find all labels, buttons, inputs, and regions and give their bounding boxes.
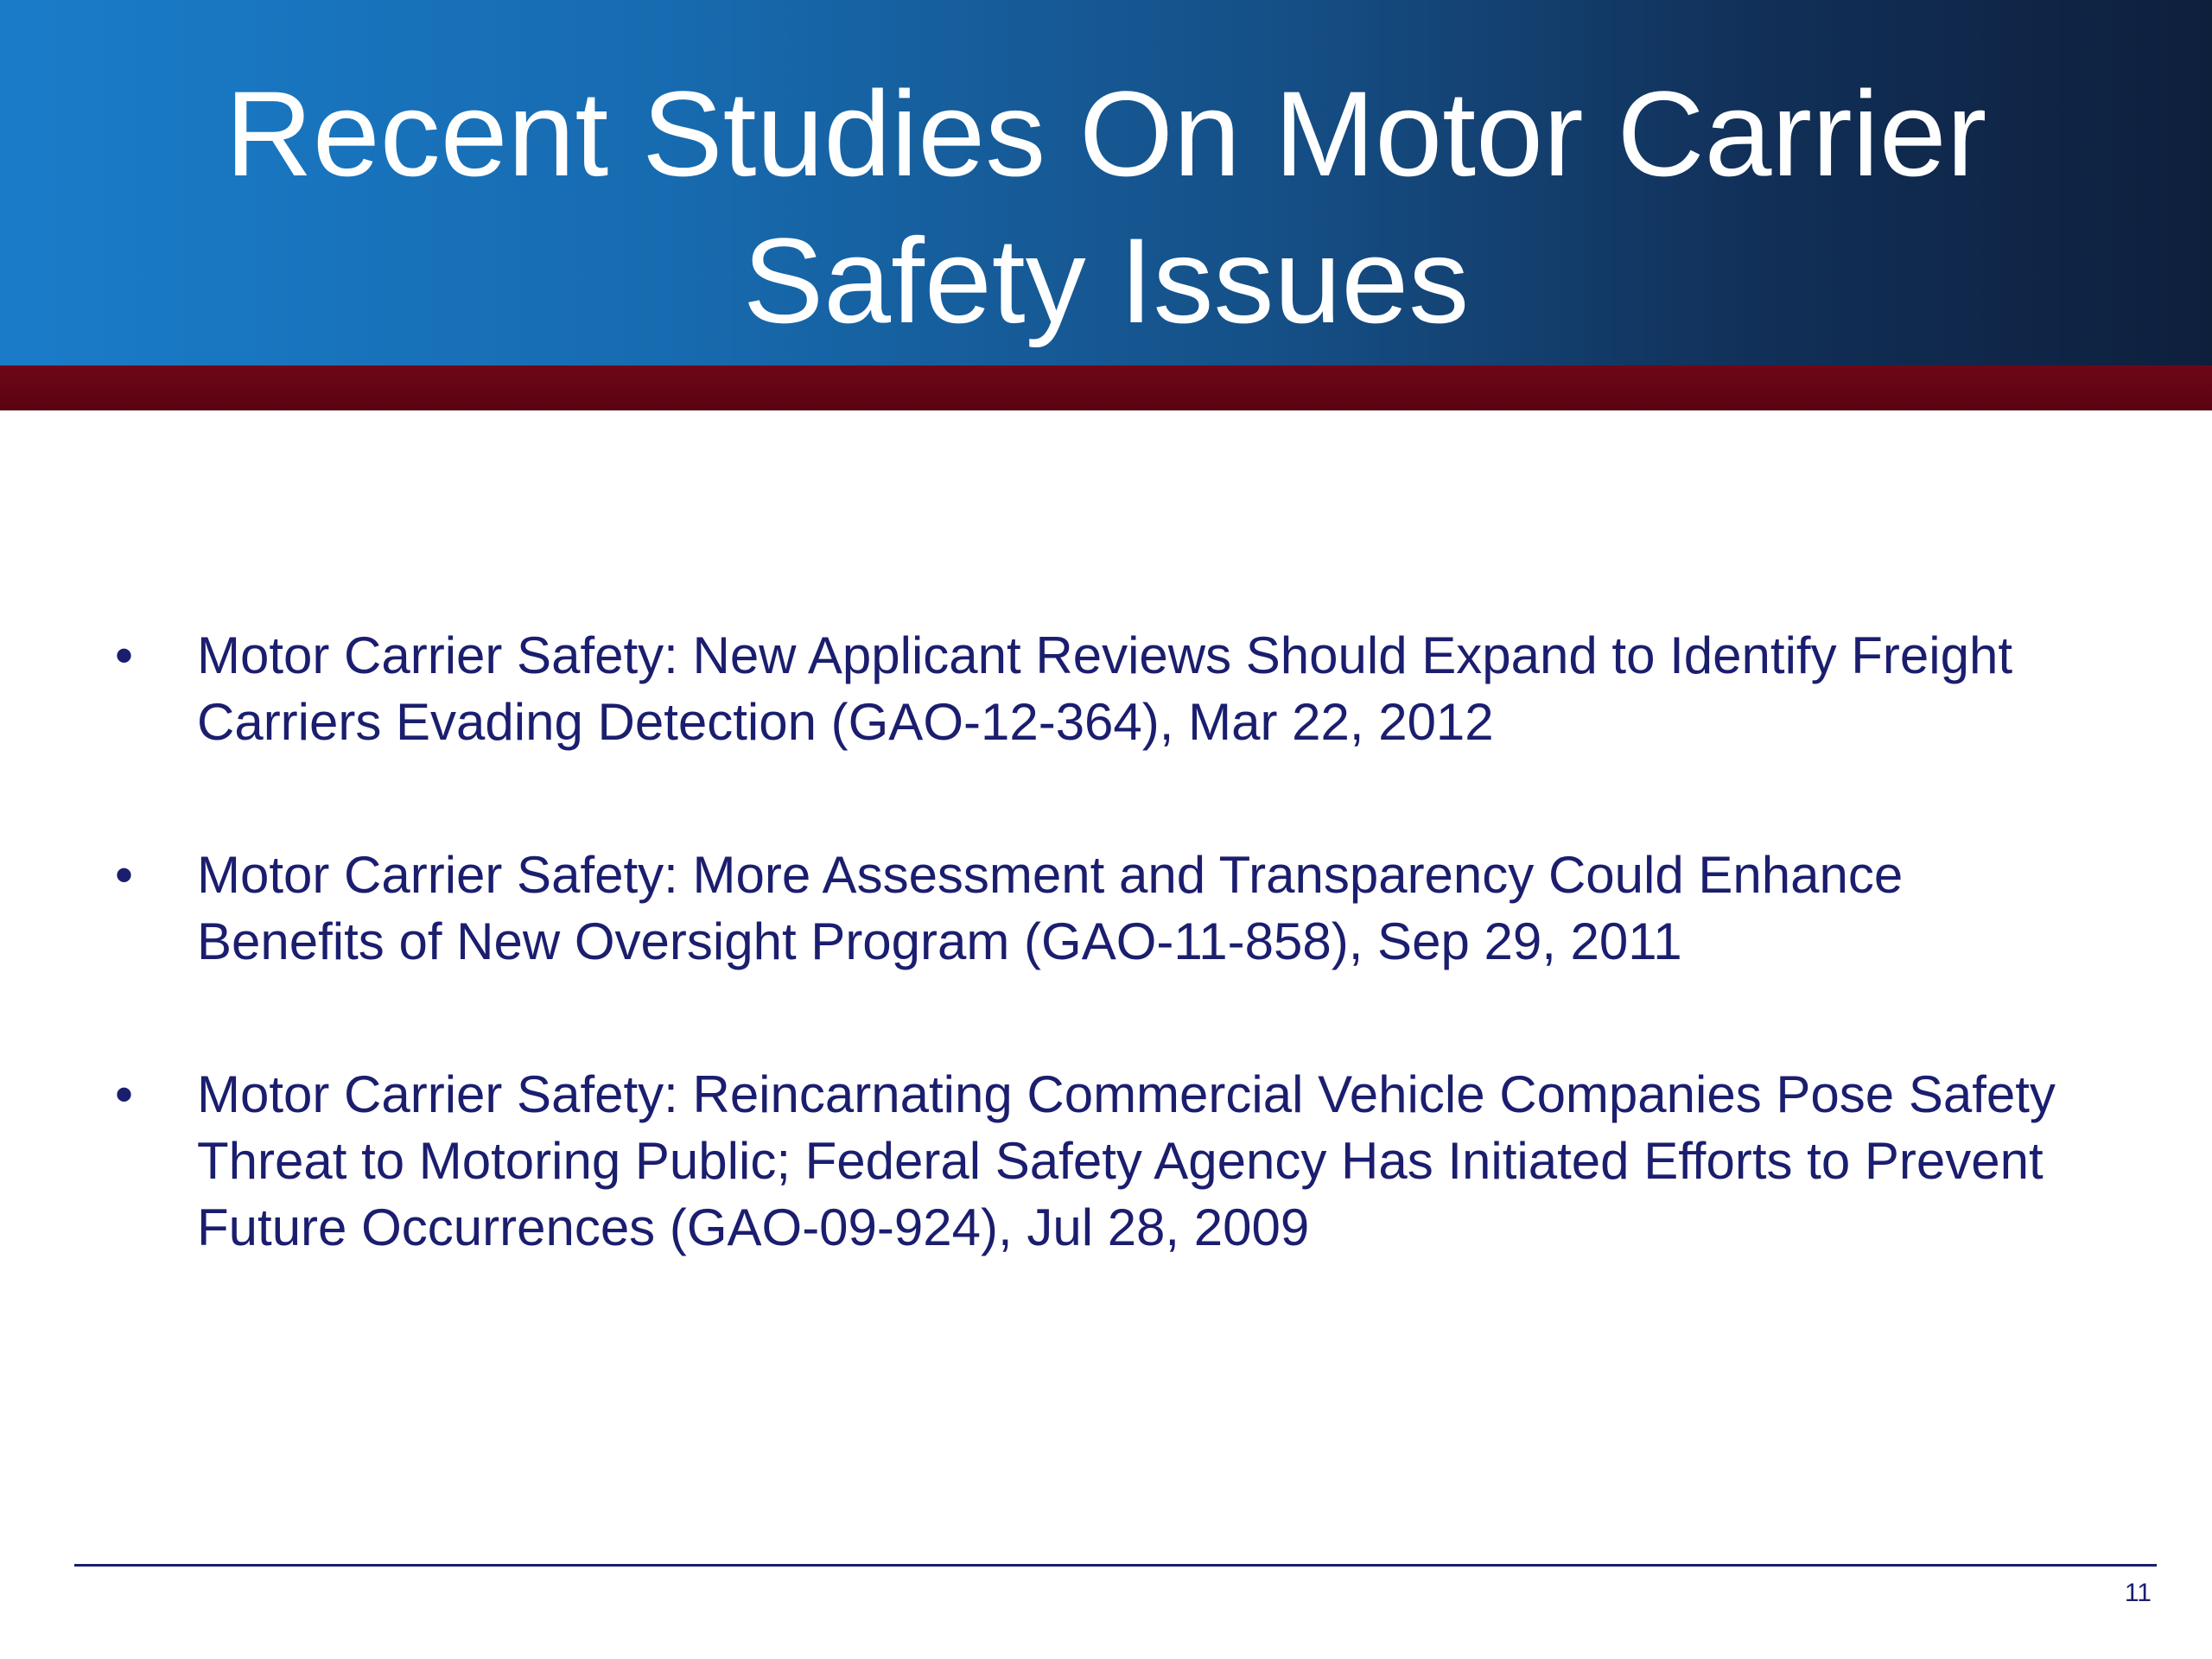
page-number: 11 (2124, 1579, 2152, 1607)
bullet-dot-icon: • (115, 1065, 134, 1123)
slide-title: Recent Studies On Motor Carrier Safety Issues (225, 66, 1987, 348)
bullet-text: Motor Carrier Safety: Reincarnating Commercial Vehicle Companies Pose Safety Threat to Motoring Public; Federal Safety Agency Has Initiated Efforts to Prevent Future Occurrences (GAO-09-924), Jul 28, 2009 (197, 1065, 2056, 1256)
title-accent-band (0, 365, 2212, 410)
bullet-item (0, 622, 2212, 755)
bullet-text: Motor Carrier Safety: New Applicant Reviews Should Expand to Identify Freight Carriers Evading Detection (GAO-12-364), Mar 22, 2012 (197, 626, 2012, 751)
bullet-item (0, 1061, 2212, 1261)
bullet-dot-icon: • (115, 846, 134, 904)
bullet-list (0, 622, 2212, 1347)
bullet-text: Motor Carrier Safety: More Assessment and Transparency Could Enhance Benefits of New Oversight Program (GAO-11-858), Sep 29, 2011 (197, 846, 1904, 970)
footer-divider (74, 1564, 2157, 1567)
bullet-item (0, 842, 2212, 975)
bullet-dot-icon: • (115, 626, 134, 684)
title-banner (0, 0, 2212, 365)
